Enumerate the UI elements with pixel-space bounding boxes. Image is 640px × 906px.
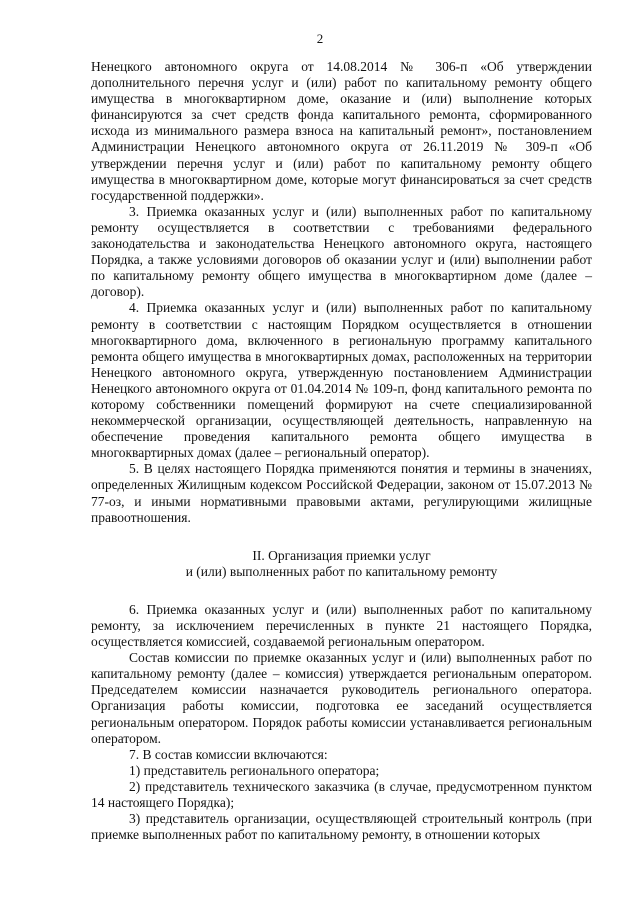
list-item-1: 1) представитель регионального оператора; (129, 762, 380, 778)
section-heading-line1: II. Организация приемки услуг (252, 547, 431, 563)
paragraph-item-7: 7. В состав комиссии включаются: (129, 746, 328, 762)
paragraph-item-3: 3. Приемка оказанных услуг и (или) выполненных работ по капитальному ремонту осуществляется в соответствии с требованиями федерального законодательства и законодательства Ненецкого автономного округа, настоящего Порядка, а также условиями договоров об оказании услуг и (или) выполнении работ по капитальному ремонту общего имущества в многоквартирном доме (далее – договор). (91, 203, 592, 300)
paragraph-item-5: 5. В целях настоящего Порядка применяются понятия и термины в значениях, определенных Жилищным кодексом Российской Федерации, законом от 15.07.2013 № 77-оз, и иными нормативными правовыми актами, регулирующими жилищные правоотношения. (91, 461, 592, 525)
document-body (91, 59, 592, 843)
page-number: 2 (316, 31, 324, 46)
list-item-2: 2) представитель технического заказчика (в случае, предусмотренном пунктом 14 настоящего Порядка); (91, 778, 592, 811)
paragraph-item-6: 6. Приемка оказанных услуг и (или) выполненных работ по капитальному ремонту, за исключением перечисленных в пункте 21 настоящего Порядка, осуществляется комиссией, создаваемой региональным оператором. (91, 601, 592, 650)
section-heading (91, 548, 592, 580)
list-item-3: 3) представитель организации, осуществляющей строительный контроль (при приемке выполненных работ по капитальному ремонту, в отношении которых (91, 811, 592, 843)
section-heading-line2: и (или) выполненных работ по капитальному ремонту (185, 563, 498, 579)
paragraph-commission-composition: Состав комиссии по приемке оказанных услуг и (или) выполненных работ по капитальному ремонту (далее – комиссия) утверждается региональным оператором. Председателем комиссии назначается руководитель регионального оператора. Организация работы комиссии, подготовка ее заседаний осуществляется региональным оператором. Порядок работы комиссии устанавливается региональным оператором. (91, 650, 592, 746)
paragraph-continuation: Ненецкого автономного округа от 14.08.2014 № 306-п «Об утверждении дополнительного перечня услуг и (или) работ по капитальному ремонту общего имущества в многоквартирном доме, оказание и (или) выполнение которых финансируются за счет средств фонда капитального ремонта, сформированного исхода из минимального размера взноса на капитальный ремонт», постановлением Администрации Ненецкого автономного округа от 26.11.2019 № 309-п «Об утверждении перечня услуг и (или) работ по капитальному ремонту общего имущества в многоквартирном доме, которые могут финансироваться за счет средств государственной поддержки». (91, 59, 592, 203)
paragraph-item-4: 4. Приемка оказанных услуг и (или) выполненных работ по капитальному ремонту в соответствии с настоящим Порядком осуществляется в отношении многоквартирного дома, включенного в региональную программу капитального ремонта общего имущества в многоквартирных домах, расположенных на территории Ненецкого автономного округа, утвержденную постановлением Администрации Ненецкого автономного округа от 01.04.2014 № 109-п, фонд капитального ремонта по которому собственники помещений формируют на счете специализированной некоммерческой организации, осуществляющей деятельность, направленную на обеспечение проведения капитального ремонта общего имущества в многоквартирных домах (далее – региональный оператор). (91, 300, 592, 461)
